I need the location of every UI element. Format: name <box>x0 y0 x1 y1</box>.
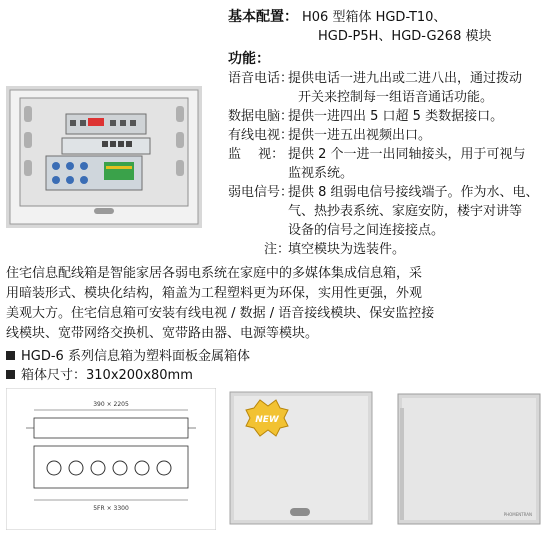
function-text: 监视系统。 <box>288 166 354 181</box>
brand-mark: PHOMENTRAN <box>503 512 532 517</box>
function-text: 提供电话一进九出或二进八出，通过拨动 <box>288 71 523 86</box>
function-text: 提供一进五出视频出口。 <box>288 128 432 143</box>
intro-paragraph <box>6 264 546 344</box>
function-label: 语音电话： <box>228 71 294 86</box>
function-label: 监 视： <box>228 147 285 162</box>
dim-bottom-label: 5FR × 3300 <box>93 505 129 512</box>
paragraph-line: 用暗装形式、模块化结构，箱盖为工程塑料更为环保，实用性更强，外观 <box>6 286 423 301</box>
function-row-signal-cont2 <box>228 221 546 240</box>
function-row-signal-cont <box>228 202 546 221</box>
config-row <box>228 8 546 27</box>
paragraph-line: 美观大方。住宅信息箱可安装有线电视 / 数据 / 语音接线模块、保安监控接 <box>6 306 435 321</box>
function-row-voice-cont <box>228 88 546 107</box>
new-badge-text: NEW <box>255 415 279 425</box>
function-note <box>228 240 546 259</box>
function-text: 提供一进四出 5 口超 5 类数据接口。 <box>288 109 504 124</box>
function-text: 气、热抄表系统、家庭安防，楼宇对讲等 <box>288 204 523 219</box>
config-line-2: HGD-P5H、HGD-G268 模块 <box>318 29 492 44</box>
bullet-material <box>6 348 250 366</box>
function-row-tv <box>228 126 546 145</box>
function-row-data <box>228 107 546 126</box>
bullet-text: HGD-6 系列信息箱为塑料面板金属箱体 <box>21 349 250 364</box>
function-text: 设备的信号之间连接接点。 <box>288 223 445 238</box>
product-photo-open-box <box>6 86 202 228</box>
technical-drawing <box>6 388 216 530</box>
function-row-voice <box>228 69 546 88</box>
function-row-signal <box>228 183 546 202</box>
function-row-monitor-cont <box>228 164 546 183</box>
config-label: 基本配置： <box>228 9 298 25</box>
config-row-2 <box>228 27 546 46</box>
product-photo-closed-new <box>224 388 376 530</box>
function-label: 数据电脑： <box>228 109 294 124</box>
function-text: 提供 2 个一进一出同轴接头，用于可视与 <box>288 147 526 162</box>
bullet-square-icon <box>6 370 15 379</box>
function-label: 有线电视： <box>228 128 294 143</box>
dim-top-label: 390 × 2205 <box>93 401 129 408</box>
note-text: 填空模块为选装件。 <box>288 242 406 257</box>
function-label: 弱电信号： <box>228 185 294 200</box>
function-text: 开关来控制每一组语音通话功能。 <box>298 90 494 105</box>
function-text: 提供 8 组弱电信号接线端子。作为水、电、 <box>288 185 539 200</box>
spec-block <box>228 8 546 259</box>
bullet-text: 箱体尺寸：310x200x80mm <box>21 368 193 383</box>
functions-title: 功能： <box>228 51 270 67</box>
note-label: 注： <box>264 242 291 257</box>
product-photo-closed <box>394 388 544 530</box>
config-line-1: H06 型箱体 HGD-T10、 <box>302 10 447 25</box>
paragraph-line: 线模块、宽带网络交换机、宽带路由器、电源等模块。 <box>6 326 319 341</box>
paragraph-line: 住宅信息配线箱是智能家居各弱电系统在家庭中的多媒体集成信息箱，采 <box>6 266 423 281</box>
function-row-monitor <box>228 145 546 164</box>
bullet-square-icon <box>6 351 15 360</box>
bullet-size <box>6 367 193 385</box>
